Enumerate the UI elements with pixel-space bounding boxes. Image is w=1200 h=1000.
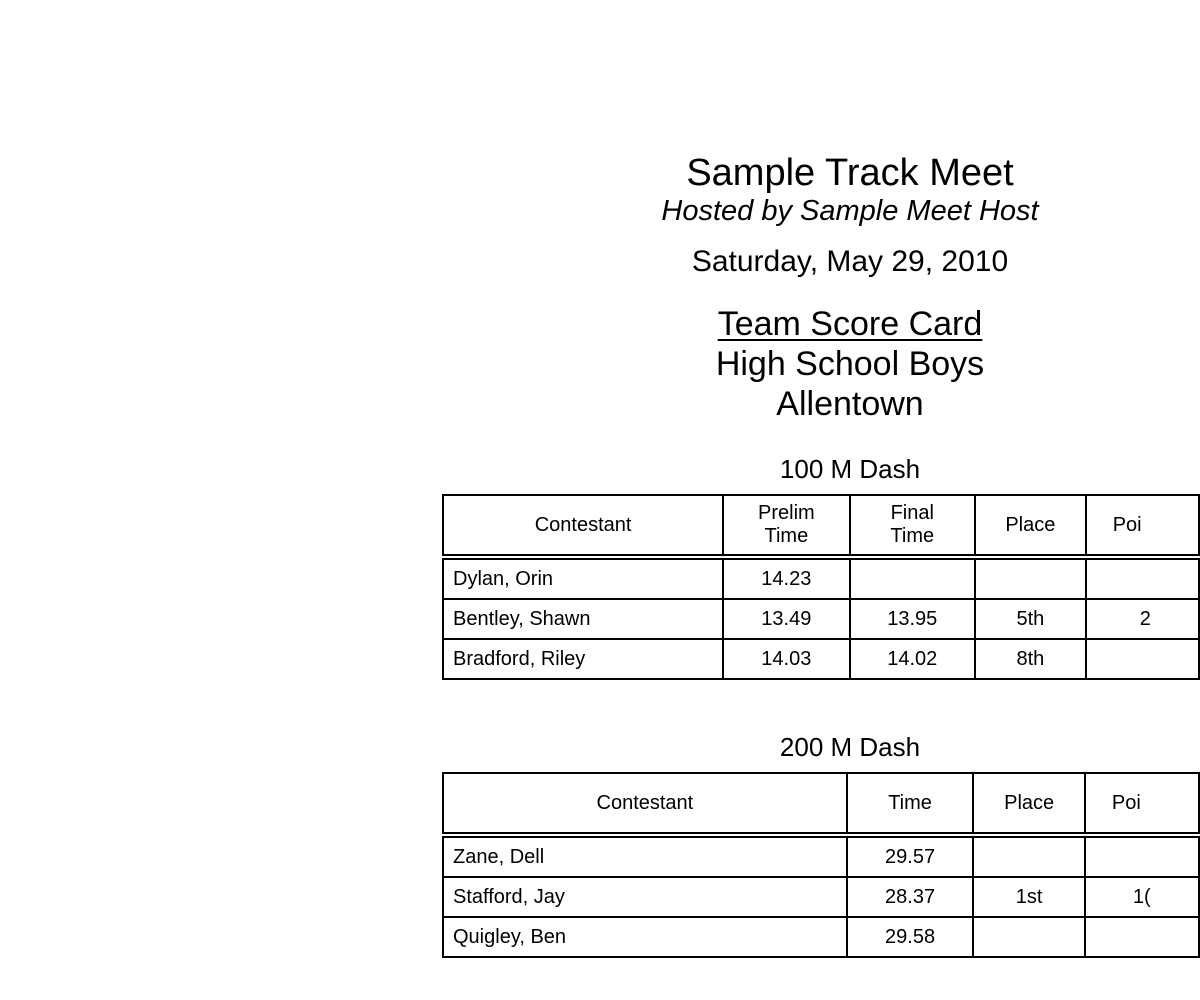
- place-cell: 1st: [973, 877, 1085, 917]
- table-header-row: [443, 495, 1199, 557]
- points-cell: [1085, 835, 1199, 877]
- time-cell: 28.37: [847, 877, 974, 917]
- event-title-100m: 100 M Dash: [779, 454, 921, 484]
- final-time-cell: 14.02: [850, 639, 976, 679]
- contestant-cell: Quigley, Ben: [443, 917, 847, 957]
- scorecard-team: Allentown: [776, 385, 924, 423]
- points-cell: [1086, 557, 1199, 599]
- time-cell: 29.58: [847, 917, 974, 957]
- points-cell: 1(: [1085, 877, 1199, 917]
- table-row: [443, 835, 1199, 877]
- scorecard-title-text: Team Score Card: [717, 305, 983, 343]
- table-row: [443, 877, 1199, 917]
- final-time-cell: 13.95: [850, 599, 976, 639]
- place-cell: 5th: [975, 599, 1086, 639]
- results-table-100m: [442, 494, 1200, 680]
- column-header-place: Place: [973, 773, 1085, 835]
- prelim-time-cell: 14.03: [723, 639, 849, 679]
- column-header-contestant: Contestant: [443, 773, 847, 835]
- prelim-time-cell: 14.23: [723, 557, 849, 599]
- column-header-final-time-label: Final Time: [890, 502, 935, 547]
- table-header-row: [443, 773, 1199, 835]
- column-header-contestant: Contestant: [443, 495, 723, 557]
- column-header-points: Poi: [1086, 495, 1199, 557]
- points-cell: [1085, 917, 1199, 957]
- place-cell: 8th: [975, 639, 1086, 679]
- table-row: [443, 557, 1199, 599]
- contestant-cell: Stafford, Jay: [443, 877, 847, 917]
- points-cell: 2: [1086, 599, 1199, 639]
- scorecard-division: High School Boys: [715, 345, 985, 383]
- points-cell: [1086, 639, 1199, 679]
- place-cell: [975, 557, 1086, 599]
- meet-title: Sample Track Meet: [686, 152, 1014, 194]
- column-header-final-time: [850, 495, 976, 557]
- place-cell: [973, 917, 1085, 957]
- place-cell: [973, 835, 1085, 877]
- column-header-time: Time: [847, 773, 974, 835]
- contestant-cell: Bentley, Shawn: [443, 599, 723, 639]
- contestant-cell: Bradford, Riley: [443, 639, 723, 679]
- column-header-prelim-time-label: Prelim Time: [758, 502, 815, 547]
- meet-host: Hosted by Sample Meet Host: [661, 195, 1039, 227]
- contestant-cell: Dylan, Orin: [443, 557, 723, 599]
- column-header-points: Poi: [1085, 773, 1199, 835]
- prelim-time-cell: 13.49: [723, 599, 849, 639]
- table-row: [443, 599, 1199, 639]
- results-table-200m: [442, 772, 1200, 958]
- final-time-cell: [850, 557, 976, 599]
- column-header-prelim-time: [723, 495, 849, 557]
- time-cell: 29.57: [847, 835, 974, 877]
- scorecard-title: [0, 303, 1200, 345]
- meet-date: Saturday, May 29, 2010: [691, 245, 1009, 278]
- column-header-place: Place: [975, 495, 1086, 557]
- table-row: [443, 917, 1199, 957]
- contestant-cell: Zane, Dell: [443, 835, 847, 877]
- event-title-200m: 200 M Dash: [779, 732, 921, 762]
- table-row: [443, 639, 1199, 679]
